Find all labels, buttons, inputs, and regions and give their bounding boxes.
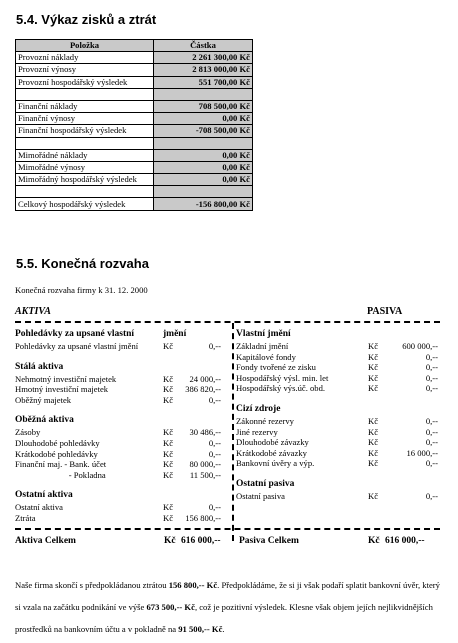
row-label: Provozní výnosy [16,64,154,76]
balance-sheet-subtitle: Konečná rozvaha firmy k 31. 12. 2000 [15,285,148,295]
spacer [15,405,227,414]
section-heading [236,478,440,491]
line-item [236,352,440,363]
section-heading [15,414,227,427]
item-currency: Kč [368,341,379,351]
row-label [16,186,154,198]
item-name: Pohledávky za upsané vlastní jmění [15,341,139,351]
line-item [15,470,227,481]
paragraph-text: . [222,624,225,634]
section-title-profit-loss: 5.4. Výkaz zisků a ztrát [16,12,157,27]
table-row [16,64,253,76]
aktiva-total-value: 616 000,-- [181,536,221,546]
divider-bottom [15,528,440,530]
item-currency: Kč [368,458,379,469]
item-name: Hospodářský výs.úč. obd. [236,383,326,394]
spacer [15,352,227,361]
item-currency: Kč [368,437,379,448]
row-label: Celkový hospodářský výsledek [16,198,154,210]
item-name: Ostatní pasiva [236,478,295,489]
pasiva-total-value: 616 000,-- [385,536,425,546]
item-name: Zásoby [15,427,41,438]
row-amount: 2 261 300,00 Kč [154,52,253,64]
item-currency: Kč [368,447,379,458]
row-label: Finanční hospodářský výsledek [16,125,154,137]
balance-sheet [15,306,440,556]
summary-paragraph [15,574,445,640]
section-heading [236,403,440,416]
aktiva-column [15,328,227,524]
item-currency: Kč [163,394,174,405]
item-value: 600 000,-- [402,341,438,351]
item-name: Ostatní aktiva [15,490,73,501]
paragraph-text: Naše firma skončí s předpokládanou ztrátou [15,580,169,590]
paragraph-text: , což je pozitivní výsledek. Klesne však objem jejích nejlikvidnějších prostředků na bankovním účtu a v pokladně na [15,602,433,634]
line-item [236,373,440,384]
item-name: Stálá aktiva [15,361,64,372]
row-amount: -708 500,00 Kč [154,125,253,137]
line-item [15,502,227,513]
item-name: Zákonné rezervy [236,415,294,426]
item-name: Oběžná aktiva [15,415,74,426]
aktiva-total-label: Aktiva Celkem [15,536,76,546]
table-row [16,125,253,137]
item-value: 0,-- [425,362,438,373]
line-item [236,491,440,502]
row-label: Provozní hospodářský výsledek [16,76,154,88]
item-name: Krátkodobé pohledávky [15,448,98,459]
table-row [16,149,253,161]
line-item [15,341,227,352]
item-value: 16 000,-- [406,447,438,458]
item-currency: Kč [163,373,174,384]
line-item [236,383,440,394]
item-currency: Kč [163,502,174,513]
item-name: Cizí zdroje [236,403,281,414]
row-amount [154,137,253,149]
item-currency: Kč [163,437,174,448]
row-amount: 0,00 Kč [154,174,253,186]
section-heading [15,328,227,341]
line-item [15,459,227,470]
item-value: 30 486,-- [189,427,221,438]
item-value: 0,-- [425,437,438,448]
item-name: Nehmotný investiční majetek [15,373,117,384]
item-name: Bankovní úvěry a výp. [236,458,315,469]
row-amount: 0,00 Kč [154,161,253,173]
section-heading [15,489,227,502]
row-label: Provozní náklady [16,52,154,64]
item-value: 0,-- [425,458,438,469]
item-name: Pohledávky za upsané vlastní [15,329,135,339]
profit-loss-table [15,39,253,211]
item-name: Dlouhodobé pohledávky [15,437,100,448]
item-value: 0,-- [425,490,438,501]
spacer [236,469,440,478]
item-value: 0,-- [425,351,438,362]
item-value: 386 820,-- [185,384,221,395]
line-item [15,449,227,460]
line-item [236,448,440,459]
row-amount: 0,00 Kč [154,113,253,125]
divider-vertical [232,323,234,541]
item-name: Oběžný majetek [15,394,72,405]
pasiva-header: PASIVA [367,306,403,317]
row-label: Mimořádné náklady [16,149,154,161]
line-item [236,437,440,448]
item-value: 0,-- [208,437,221,448]
item-name: Krátkodobé závazky [236,447,307,458]
table-row [16,52,253,64]
spacer [15,480,227,489]
row-label [16,137,154,149]
pasiva-total-label: Pasiva Celkem [239,536,299,546]
line-item [15,438,227,449]
item-name: Finanční maj. - Bank. účet [15,459,107,470]
item-name: - Pokladna [15,469,106,480]
table-row [16,174,253,186]
item-currency: Kč [368,415,379,426]
line-item [236,427,440,438]
pasiva-total-currency: Kč [368,536,380,546]
column-header-amount: Částka [154,40,253,52]
item-currency: Kč [368,383,379,394]
line-item [236,341,440,352]
table-row [16,161,253,173]
column-header-item: Položka [16,40,154,52]
line-item [15,513,227,524]
item-currency: Kč [163,459,174,470]
table-row [16,198,253,210]
item-currency: Kč [368,490,379,501]
item-currency: Kč [368,372,379,383]
item-value: 0,-- [208,502,221,513]
line-item [15,384,227,395]
row-label [16,88,154,100]
row-label: Mimořádný hospodářský výsledek [16,174,154,186]
loan-amount: 673 500,-- Kč [146,602,195,612]
item-currency: Kč [368,351,379,362]
row-amount: -156 800,00 Kč [154,198,253,210]
item-currency: Kč [368,426,379,437]
item-currency: jmění [163,329,187,339]
pasiva-column [236,328,440,502]
item-value: 0,-- [208,448,221,459]
line-item [15,395,227,406]
table-row [16,137,253,149]
table-row [16,76,253,88]
item-value: 0,-- [425,372,438,383]
section-heading [15,361,227,374]
section-heading [236,328,440,341]
line-item [236,416,440,427]
row-label: Mimořádné výnosy [16,161,154,173]
liquid-funds-amount: 91 500,-- Kč [178,624,223,634]
row-amount: 551 700,00 Kč [154,76,253,88]
item-currency: Kč [163,512,174,523]
item-currency: Kč [163,469,174,480]
item-name: Základní jmění [236,341,289,351]
line-item [15,374,227,385]
item-value: 0,-- [208,394,221,405]
spacer [236,394,440,403]
item-name: Kapitálové fondy [236,351,296,362]
item-currency: Kč [163,427,174,438]
paragraph-text: . Předpokládáme, že si ji však podaří splatit bankovní úvěr, který si vzala na začátku podnikání ve výše [15,580,440,612]
item-name: Ztráta [15,512,36,523]
row-amount [154,186,253,198]
item-name: Ostatní aktiva [15,502,63,513]
item-value: 156 800,-- [185,512,221,523]
item-name: Vlastní jmění [236,329,291,339]
divider-top [15,321,440,323]
table-row [16,88,253,100]
item-name: Ostatní pasiva [236,490,285,501]
item-currency: Kč [163,448,174,459]
line-item [15,427,227,438]
line-item [236,362,440,373]
item-value: 0,-- [425,415,438,426]
item-value: 0,-- [425,426,438,437]
item-value: 24 000,-- [189,373,221,384]
row-label: Finanční náklady [16,100,154,112]
loss-amount: 156 800,-- Kč [168,580,218,590]
row-amount: 0,00 Kč [154,149,253,161]
item-currency: Kč [163,384,174,395]
row-amount: 708 500,00 Kč [154,100,253,112]
aktiva-header: AKTIVA [15,306,51,317]
item-value: 0,-- [208,341,221,351]
aktiva-total-currency: Kč [164,536,176,546]
row-label: Finanční výnosy [16,113,154,125]
row-amount [154,88,253,100]
table-row [16,100,253,112]
line-item [236,458,440,469]
section-title-balance-sheet: 5.5. Konečná rozvaha [16,256,149,271]
item-name: Hmotný investiční majetek [15,384,109,395]
table-row [16,113,253,125]
item-value: 0,-- [425,383,438,394]
item-name: Dlouhodobé závazky [236,437,309,448]
item-currency: Kč [368,362,379,373]
item-value: 80 000,-- [189,459,221,470]
item-name: Jiné rezervy [236,426,278,437]
item-value: 11 500,-- [189,469,221,480]
item-currency: Kč [163,341,174,351]
item-name: Fondy tvořené ze zisku [236,362,316,373]
item-name: Hospodářský výsl. min. let [236,372,329,383]
row-amount: 2 813 000,00 Kč [154,64,253,76]
table-row [16,186,253,198]
